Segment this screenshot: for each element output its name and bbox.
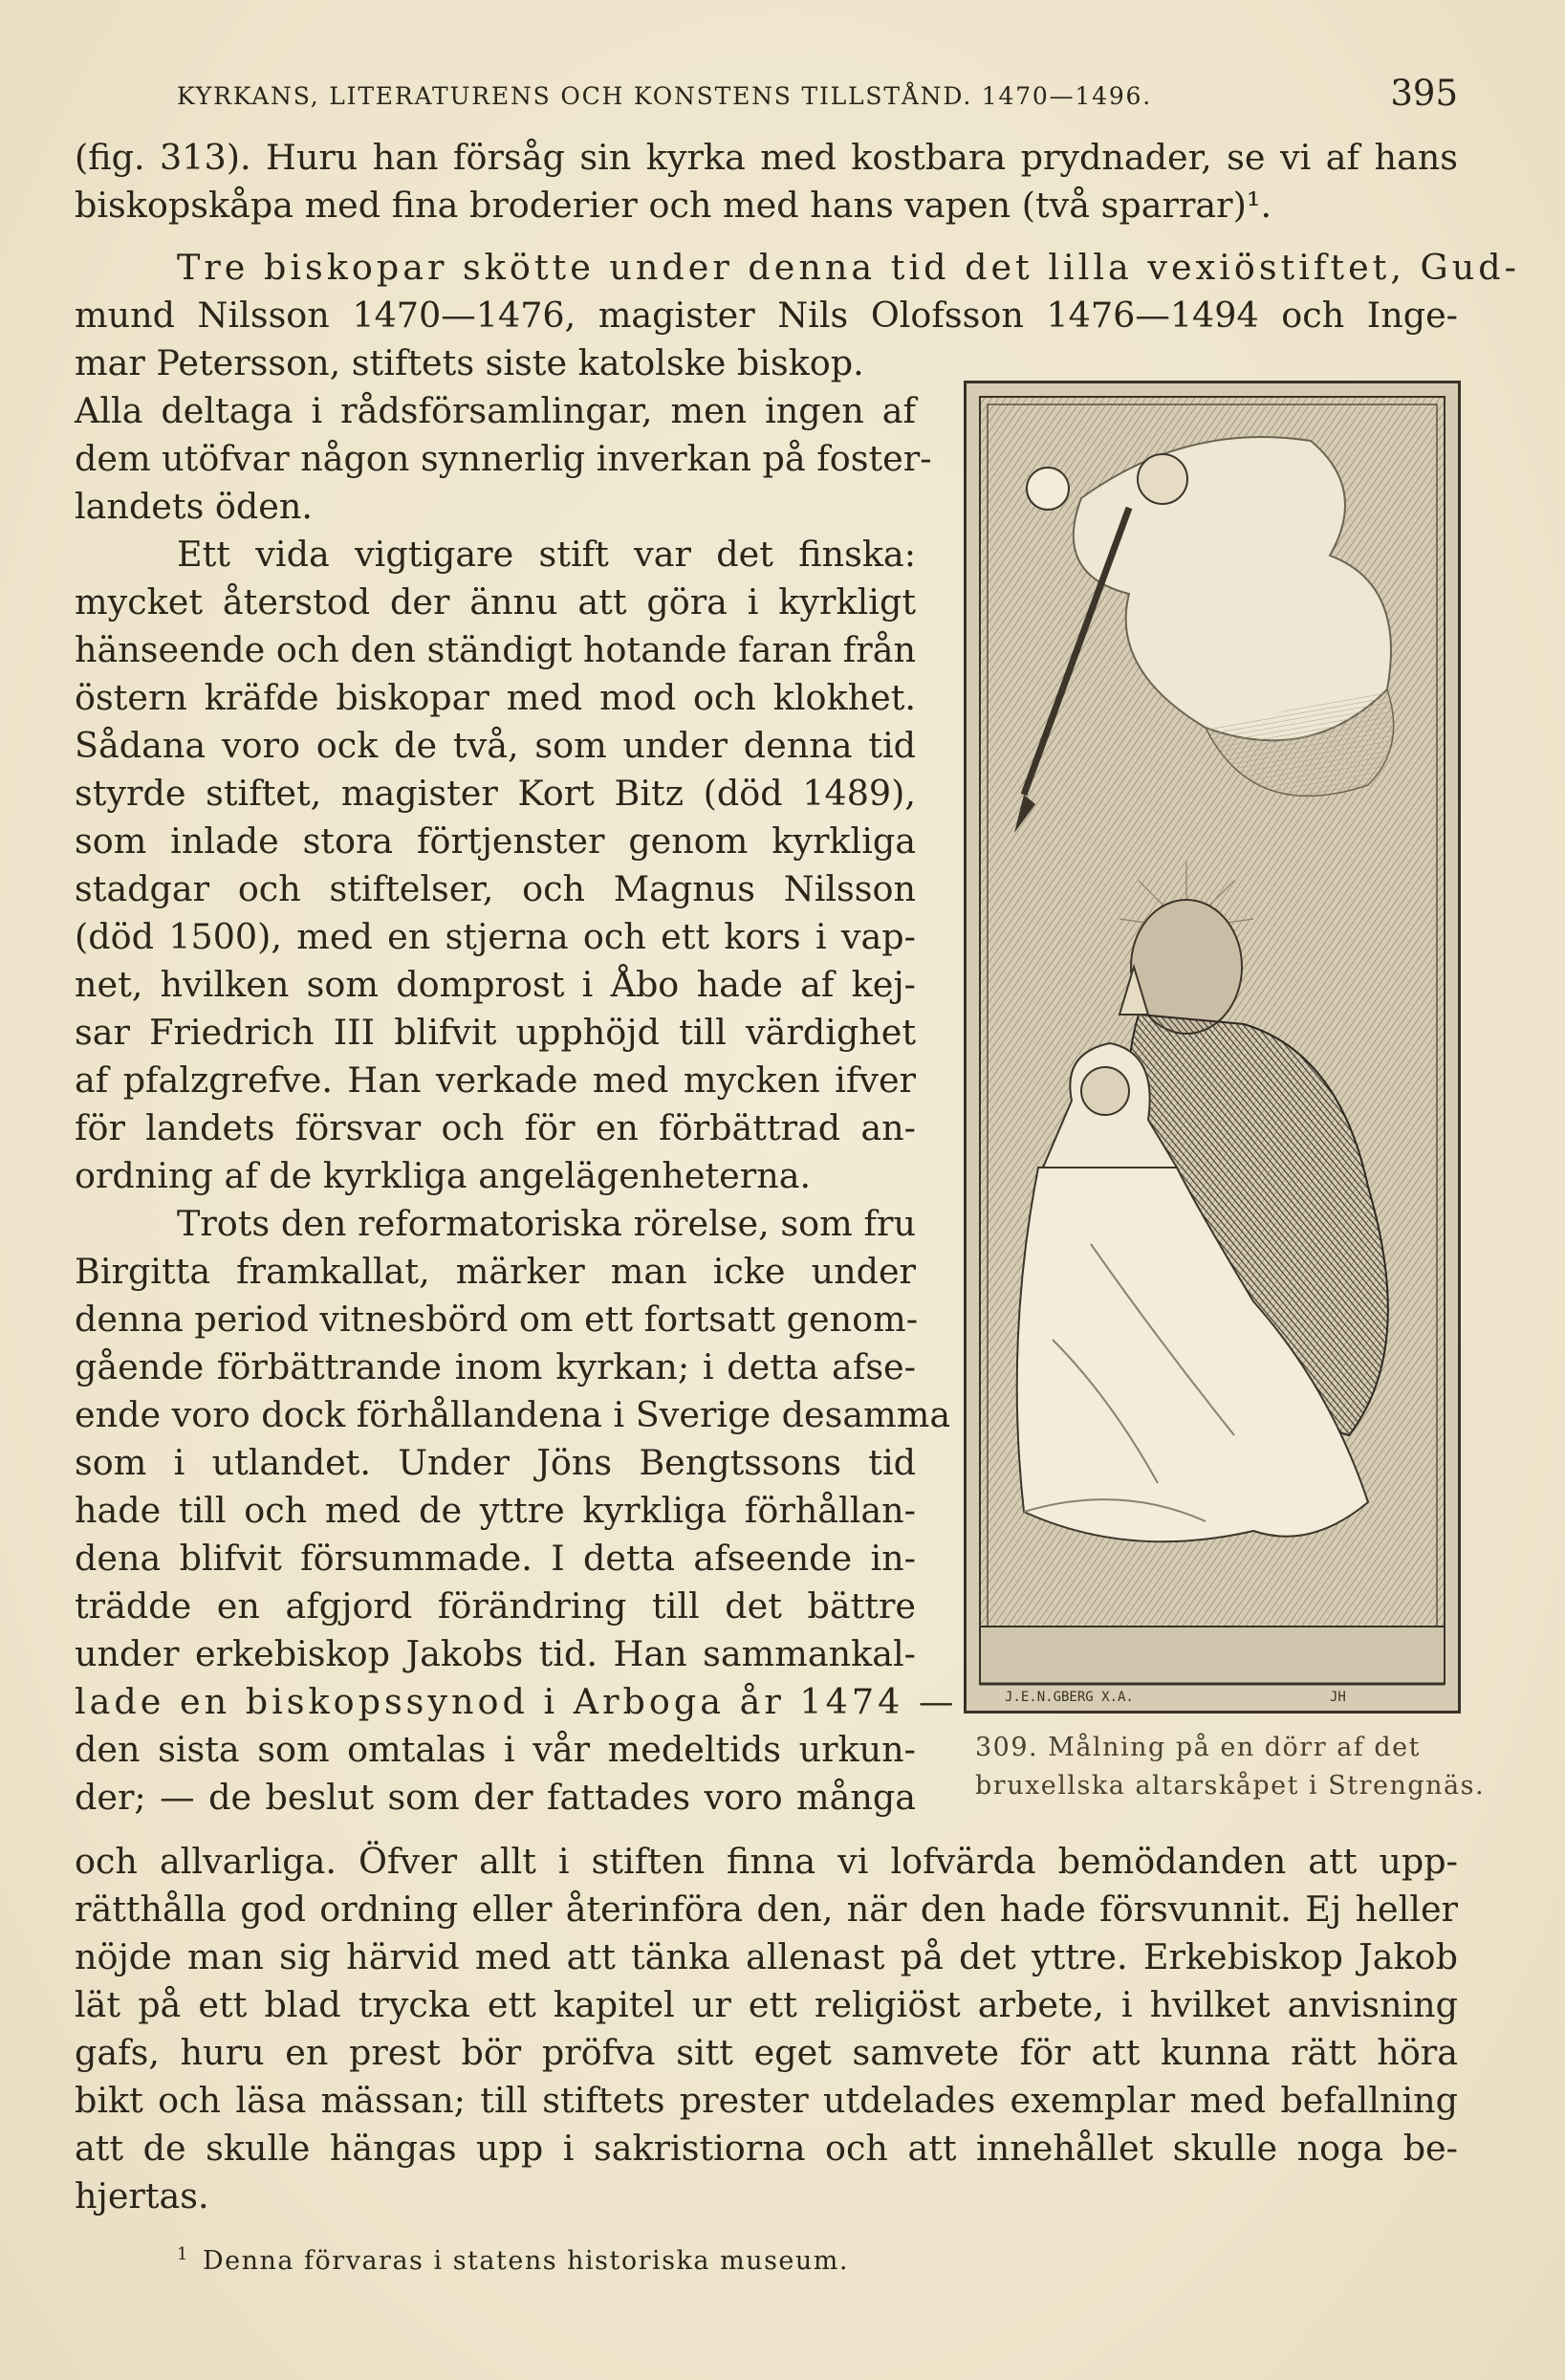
engraving-illustration <box>964 381 1461 1714</box>
text-line: (död 1500), med en stjerna och ett kors i vap- <box>75 916 916 957</box>
vernicle-cloth <box>1027 468 1069 510</box>
text-line: Trots den reformatoriska rörelse, som fru <box>177 1203 916 1244</box>
text-line: net, hvilken som domprost i Åbo hade af kej- <box>75 964 916 1005</box>
text-line: nöjde man sig härvid med att tänka allenast på det yttre. Erkebiskop Jakob <box>75 1936 1458 1977</box>
text-line: hjertas. <box>75 2175 209 2216</box>
text-line: att de skulle hängas upp i sakristiorna och att innehållet skulle noga be- <box>75 2128 1458 2169</box>
text-line: lät på ett blad trycka ett kapitel ur ett religiöst arbete, i hvilket anvisning <box>75 1984 1458 2025</box>
text-line: denna period vitnesbörd om ett fortsatt genom- <box>75 1299 919 1340</box>
caption-line: 309. Målning på en dörr af det <box>975 1733 1421 1762</box>
text-line: som inlade stora förtjenster genom kyrkliga <box>75 820 916 862</box>
text-line: som i utlandet. Under Jöns Bengtssons tid <box>75 1442 916 1483</box>
text-line: (fig. 313). Huru han försåg sin kyrka med kostbara prydnader, se vi af hans <box>75 137 1458 178</box>
text-line: lade en biskopssynod i Arboga år 1474 — <box>75 1681 958 1722</box>
text-line: dena blifvit försummade. I detta afseende in- <box>75 1538 916 1579</box>
text-line: hade till och med de yttre kyrkliga förhållan- <box>75 1490 916 1531</box>
text-line: Sådana voro ock de två, som under denna tid <box>75 725 916 766</box>
text-line: gafs, huru en prest bör pröfva sitt eget samvete för att kunna rätt höra <box>75 2032 1458 2073</box>
text-line: Alla deltaga i rådsförsamlingar, men ingen af <box>75 390 916 431</box>
text-line: der; — de beslut som der fattades voro många <box>75 1777 916 1818</box>
text-line: mund Nilsson 1470—1476, magister Nils Olofsson 1476—1494 och Inge- <box>75 295 1458 336</box>
footnote <box>177 2244 849 2276</box>
angel-head <box>1138 454 1187 504</box>
text-line: gående förbättrande inom kyrkan; i detta afse- <box>75 1346 916 1387</box>
text-line: östern kräfde biskopar med mod och klokhet. <box>75 677 916 718</box>
text-line: den sista som omtalas i vår medeltids urkun- <box>75 1729 916 1770</box>
text-line: styrde stiftet, magister Kort Bitz (död 1489), <box>75 773 916 814</box>
text-line: stadgar och stiftelser, och Magnus Nilsson <box>75 868 916 909</box>
footnote-marker: 1 <box>177 2244 189 2264</box>
footnote-text: Denna förvaras i statens historiska museum. <box>202 2246 849 2276</box>
text-line: bikt och läsa mässan; till stiftets prester utdelades exemplar med befallning <box>75 2080 1458 2121</box>
text-line: Tre biskopar skötte under denna tid det lilla vexiöstiftet, Gud- <box>177 247 1520 288</box>
text-line: Ett vida vigtigare stift var det finska: <box>177 534 916 575</box>
text-line: för landets försvar och för en förbättrad an- <box>75 1107 916 1148</box>
text-line: biskopskåpa med fina broderier och med hans vapen (två sparrar)¹. <box>75 185 1272 226</box>
text-line: landets öden. <box>75 486 313 527</box>
running-title: KYRKANS, LITERATURENS OCH KONSTENS TILLSTÅND. 1470—1496. <box>177 82 1153 110</box>
text-line: dem utöfvar någon synnerlig inverkan på foster- <box>75 438 932 479</box>
engraving-artwork <box>967 383 1458 1711</box>
engraver-signature: J.E.N.GBERG X.A. <box>1005 1690 1134 1705</box>
nun-face <box>1081 1067 1129 1115</box>
text-line: hänseende och den ständigt hotande faran från <box>75 629 916 670</box>
running-header <box>177 69 1458 120</box>
text-line: ende voro dock förhållandena i Sverige desamma <box>75 1394 951 1435</box>
text-line: rätthålla god ordning eller återinföra den, när den hade försvunnit. Ej heller <box>75 1889 1458 1930</box>
text-line: under erkebiskop Jakobs tid. Han sammankal- <box>75 1633 916 1674</box>
text-line: trädde en afgjord förändring till det bättre <box>75 1585 916 1627</box>
text-line: och allvarliga. Öfver allt i stiften finna vi lofvärda bemödanden att upp- <box>75 1841 1458 1882</box>
artist-monogram: JH <box>1330 1690 1346 1705</box>
caption-line: bruxellska altarskåpet i Strengnäs. <box>975 1771 1486 1801</box>
text-line: ordning af de kyrkliga angelägenheterna. <box>75 1155 812 1196</box>
page-number: 395 <box>1390 73 1458 114</box>
text-line: af pfalzgrefve. Han verkade med mycken ifver <box>75 1059 916 1101</box>
engraving-base <box>980 1627 1445 1684</box>
text-line: mycket återstod der ännu att göra i kyrkligt <box>75 581 916 622</box>
text-line: sar Friedrich III blifvit upphöjd till värdighet <box>75 1012 916 1053</box>
text-line: mar Petersson, stiftets siste katolske biskop. <box>75 342 864 383</box>
figure-caption <box>956 1729 1486 1805</box>
text-line: Birgitta framkallat, märker man icke under <box>75 1251 916 1292</box>
